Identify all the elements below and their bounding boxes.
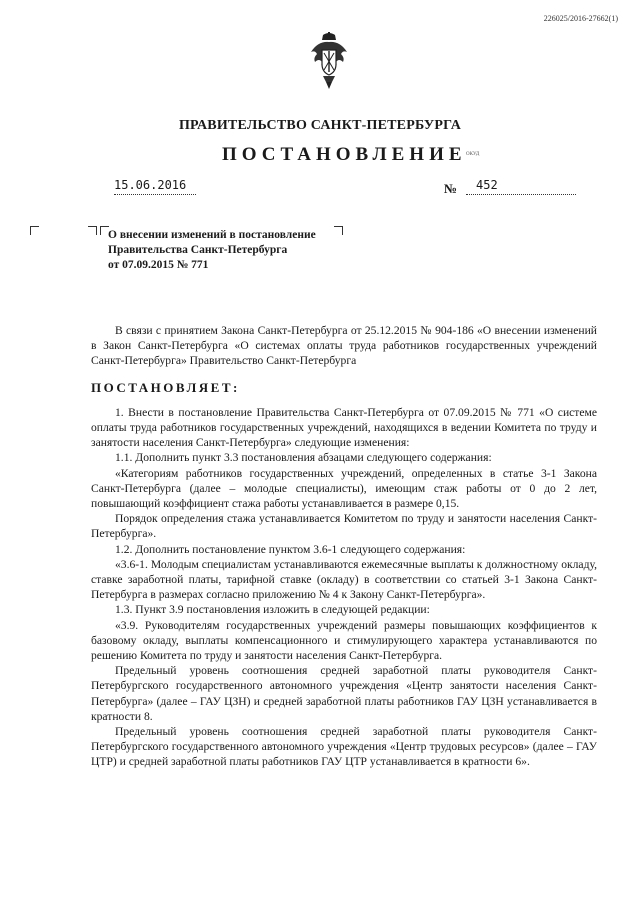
body-paragraph: «Категориям работников государственных учреждений, определенных в статье 3-1 Закона Санкт-Петербурга (далее – молодые специалисты), имеющим стаж работы от 0 до 2 лет, повышающий коэффициент стажа работы устанавливается в размере 0,15. [91,466,597,511]
body-paragraph: 1.3. Пункт 3.9 постановления изложить в следующей редакции: [115,603,430,617]
body-paragraph: Порядок определения стажа устанавливается Комитетом по труду и занятости населения Санкт-Петербурга». [91,512,597,541]
okud-mark: ОКУД [466,152,480,157]
bracket-corner-mark [334,226,343,235]
decree-date: 15.06.2016 [114,178,196,195]
body-paragraph: Предельный уровень соотношения средней заработной платы руководителя Санкт-Петербургского государственного автономного учреждения «Центр занятости населения Санкт-Петербурга» (далее – ГАУ ЦЗН) и средней заработной платы работников ГАУ ЦЗН устанавливается в кратности 8. [91,664,597,723]
government-name: ПРАВИТЕЛЬСТВО САНКТ-ПЕТЕРБУРГА [178,118,462,133]
decree-subject [108,228,316,273]
body-paragraph: 1. Внести в постановление Правительства Санкт-Петербурга от 07.09.2015 № 771 «О системе оплаты труда работников государственных учреждений, находящихся в ведении Комитета по труду и занятости населения Санкт-Петербурга» следующие изменения: [91,405,597,450]
subject-line: О внесении изменений в постановление [108,229,316,241]
body-paragraph: «3.9. Руководителям государственных учреждений размеры повышающих коэффициентов к базовому окладу, выплаты компенсационного и стимулирующего характера устанавливаются по решению Комитета по труду и занятости населения Санкт-Петербурга. [91,618,597,663]
subject-line: от 07.09.2015 № 771 [108,259,209,271]
resolves-heading: ПОСТАНОВЛЯЕТ: [91,379,240,395]
document-id: 226025/2016-27662(1) [543,14,618,23]
bracket-corner-mark [30,226,39,235]
decree-number: 452 [466,178,576,195]
body-paragraph: 1.1. Дополнить пункт 3.3 постановления абзацами следующего содержания: [115,451,492,465]
body-paragraph: «3.6-1. Молодым специалистам устанавливаются ежемесячные выплаты к должностному окладу, ставке заработной платы, тарифной ставке (окладу) в соответствии со статьей 3-1 Закона Санкт-Петербурга в размерах согласно приложению № 4 к Закону Санкт-Петербурга». [91,557,597,602]
document-type-title: ПОСТАНОВЛЕНИЕ [222,144,467,165]
subject-line: Правительства Санкт-Петербурга [108,244,288,256]
number-sign: № [444,181,458,196]
coat-of-arms-emblem [308,32,350,90]
body-paragraph: 1.2. Дополнить постановление пунктом 3.6-1 следующего содержания: [115,542,466,556]
decree-body [91,323,597,770]
bracket-corner-mark [88,226,97,235]
preamble-paragraph: В связи с принятием Закона Санкт-Петербурга от 25.12.2015 № 904-186 «О внесении изменений в Закон Санкт-Петербурга «О системах оплаты труда работников государственных учреждений Санкт-Петербурга» Правительство Санкт-Петербурга [91,324,597,368]
body-paragraph: Предельный уровень соотношения средней заработной платы руководителя Санкт-Петербургского государственного автономного учреждения «Центр трудовых ресурсов» (далее – ГАУ ЦТР) и средней заработной платы работников ГАУ ЦТР устанавливается в кратности 6». [91,725,597,769]
